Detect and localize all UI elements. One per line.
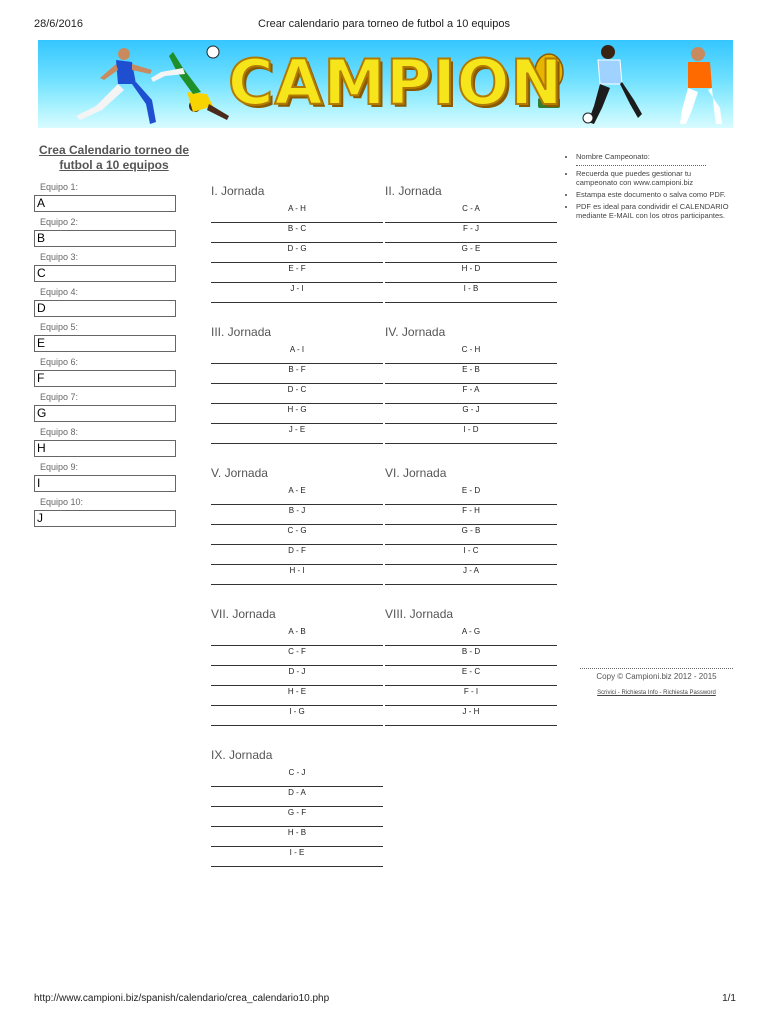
jornada-block — [211, 465, 383, 585]
jornada-title: IV. Jornada — [385, 325, 446, 339]
match-row: I - D — [385, 424, 557, 444]
info-item-manage: • Recuerda que puedes gestionar tu campeonato con www.campioni.biz — [576, 169, 732, 187]
print-date: 28/6/2016 — [34, 18, 83, 30]
sidebar-title[interactable] — [38, 143, 190, 173]
jornada-block — [385, 606, 557, 726]
jornada-title: I. Jornada — [211, 184, 265, 198]
match-row: H - G — [211, 404, 383, 424]
team-label: Equipo 4: — [40, 287, 79, 297]
team-label: Equipo 7: — [40, 392, 79, 402]
match-row: D - C — [211, 384, 383, 404]
match-row: H - E — [211, 686, 383, 706]
match-row: B - C — [211, 223, 383, 243]
team-input[interactable]: E — [34, 335, 176, 352]
info-item-name: • Nombre Campeonato: — [576, 152, 732, 166]
match-row: C - J — [211, 767, 383, 787]
match-row: J - H — [385, 706, 557, 726]
print-title: Crear calendario para torneo de futbol a 10 equipos — [258, 18, 510, 30]
match-row: D - G — [211, 243, 383, 263]
info-list — [562, 152, 732, 220]
match-row: J - A — [385, 565, 557, 585]
team-label: Equipo 5: — [40, 322, 79, 332]
match-row: I - E — [211, 847, 383, 867]
info-item-pdf: • PDF es ideal para condividir el CALENDARIO mediante E-MAIL con los otros participantes. — [576, 202, 732, 220]
match-row: H - D — [385, 263, 557, 283]
match-row: A - I — [211, 344, 383, 364]
team-input[interactable]: H — [34, 440, 176, 457]
match-row: G - J — [385, 404, 557, 424]
team-input[interactable]: C — [34, 265, 176, 282]
match-row: F - I — [385, 686, 557, 706]
jornada-title: IX. Jornada — [211, 748, 273, 762]
match-row: G - E — [385, 243, 557, 263]
match-row: E - B — [385, 364, 557, 384]
print-page-number: 1/1 — [722, 993, 736, 1004]
team-label: Equipo 10: — [40, 497, 84, 507]
jornada-block — [211, 183, 383, 303]
match-row: A - H — [211, 203, 383, 223]
match-row: H - I — [211, 565, 383, 585]
sidebar-title-line1: Crea Calendario torneo de — [38, 143, 190, 157]
team-input[interactable]: B — [34, 230, 176, 247]
match-row: D - J — [211, 666, 383, 686]
jornada-title: VI. Jornada — [385, 466, 447, 480]
team-label: Equipo 9: — [40, 462, 79, 472]
player-dribble-icon — [578, 42, 648, 128]
team-input[interactable]: I — [34, 475, 176, 492]
team-label: Equipo 2: — [40, 217, 79, 227]
match-row: E - D — [385, 485, 557, 505]
match-row: G - F — [211, 807, 383, 827]
sidebar-title-line2: futbol a 10 equipos — [59, 158, 169, 172]
match-row: A - G — [385, 626, 557, 646]
match-row: F - J — [385, 223, 557, 243]
match-row: I - C — [385, 545, 557, 565]
team-input[interactable]: A — [34, 195, 176, 212]
match-row: E - F — [211, 263, 383, 283]
jornada-block — [211, 606, 383, 726]
match-row: J - I — [211, 283, 383, 303]
match-row: D - F — [211, 545, 383, 565]
team-input[interactable]: D — [34, 300, 176, 317]
jornada-block — [385, 183, 557, 303]
match-row: E - C — [385, 666, 557, 686]
footer-copyright: Copy © Campioni.biz 2012 - 2015 — [580, 668, 733, 681]
match-row: H - B — [211, 827, 383, 847]
info-item-print: • Estampa este documento o salva como PDF. — [576, 190, 732, 199]
team-input[interactable]: J — [34, 510, 176, 527]
jornada-block — [385, 465, 557, 585]
team-input[interactable]: G — [34, 405, 176, 422]
team-input[interactable]: F — [34, 370, 176, 387]
match-row: B - F — [211, 364, 383, 384]
match-row: F - A — [385, 384, 557, 404]
jornada-block — [211, 747, 383, 867]
match-row: A - E — [211, 485, 383, 505]
player-bicycle-kick-icon — [143, 42, 238, 128]
player-orange-kit-icon — [668, 44, 728, 128]
match-row: C - F — [211, 646, 383, 666]
team-label: Equipo 8: — [40, 427, 79, 437]
jornada-title: VII. Jornada — [211, 607, 276, 621]
match-row: G - B — [385, 525, 557, 545]
match-row: C - G — [211, 525, 383, 545]
match-row: I - B — [385, 283, 557, 303]
campioni-logo: CAMPION — [228, 46, 564, 119]
match-row: J - E — [211, 424, 383, 444]
match-row: B - J — [211, 505, 383, 525]
match-row: D - A — [211, 787, 383, 807]
name-dotted-line — [576, 161, 706, 166]
jornada-title: III. Jornada — [211, 325, 272, 339]
match-row: A - B — [211, 626, 383, 646]
team-label: Equipo 1: — [40, 182, 79, 192]
jornada-block — [385, 324, 557, 444]
footer-links[interactable]: Scrivici - Richiesta Info - Richiesta Password — [597, 690, 716, 696]
match-row: C - H — [385, 344, 557, 364]
print-url: http://www.campioni.biz/spanish/calendario/crea_calendario10.php — [34, 993, 330, 1004]
info-panel — [562, 152, 732, 223]
jornada-title: II. Jornada — [385, 184, 442, 198]
jornada-title: V. Jornada — [211, 466, 268, 480]
jornada-title: VIII. Jornada — [385, 607, 454, 621]
team-label: Equipo 6: — [40, 357, 79, 367]
campioni-banner — [38, 40, 733, 128]
jornada-block — [211, 324, 383, 444]
match-row: C - A — [385, 203, 557, 223]
match-row: I - G — [211, 706, 383, 726]
match-row: F - H — [385, 505, 557, 525]
team-label: Equipo 3: — [40, 252, 79, 262]
match-row: B - D — [385, 646, 557, 666]
